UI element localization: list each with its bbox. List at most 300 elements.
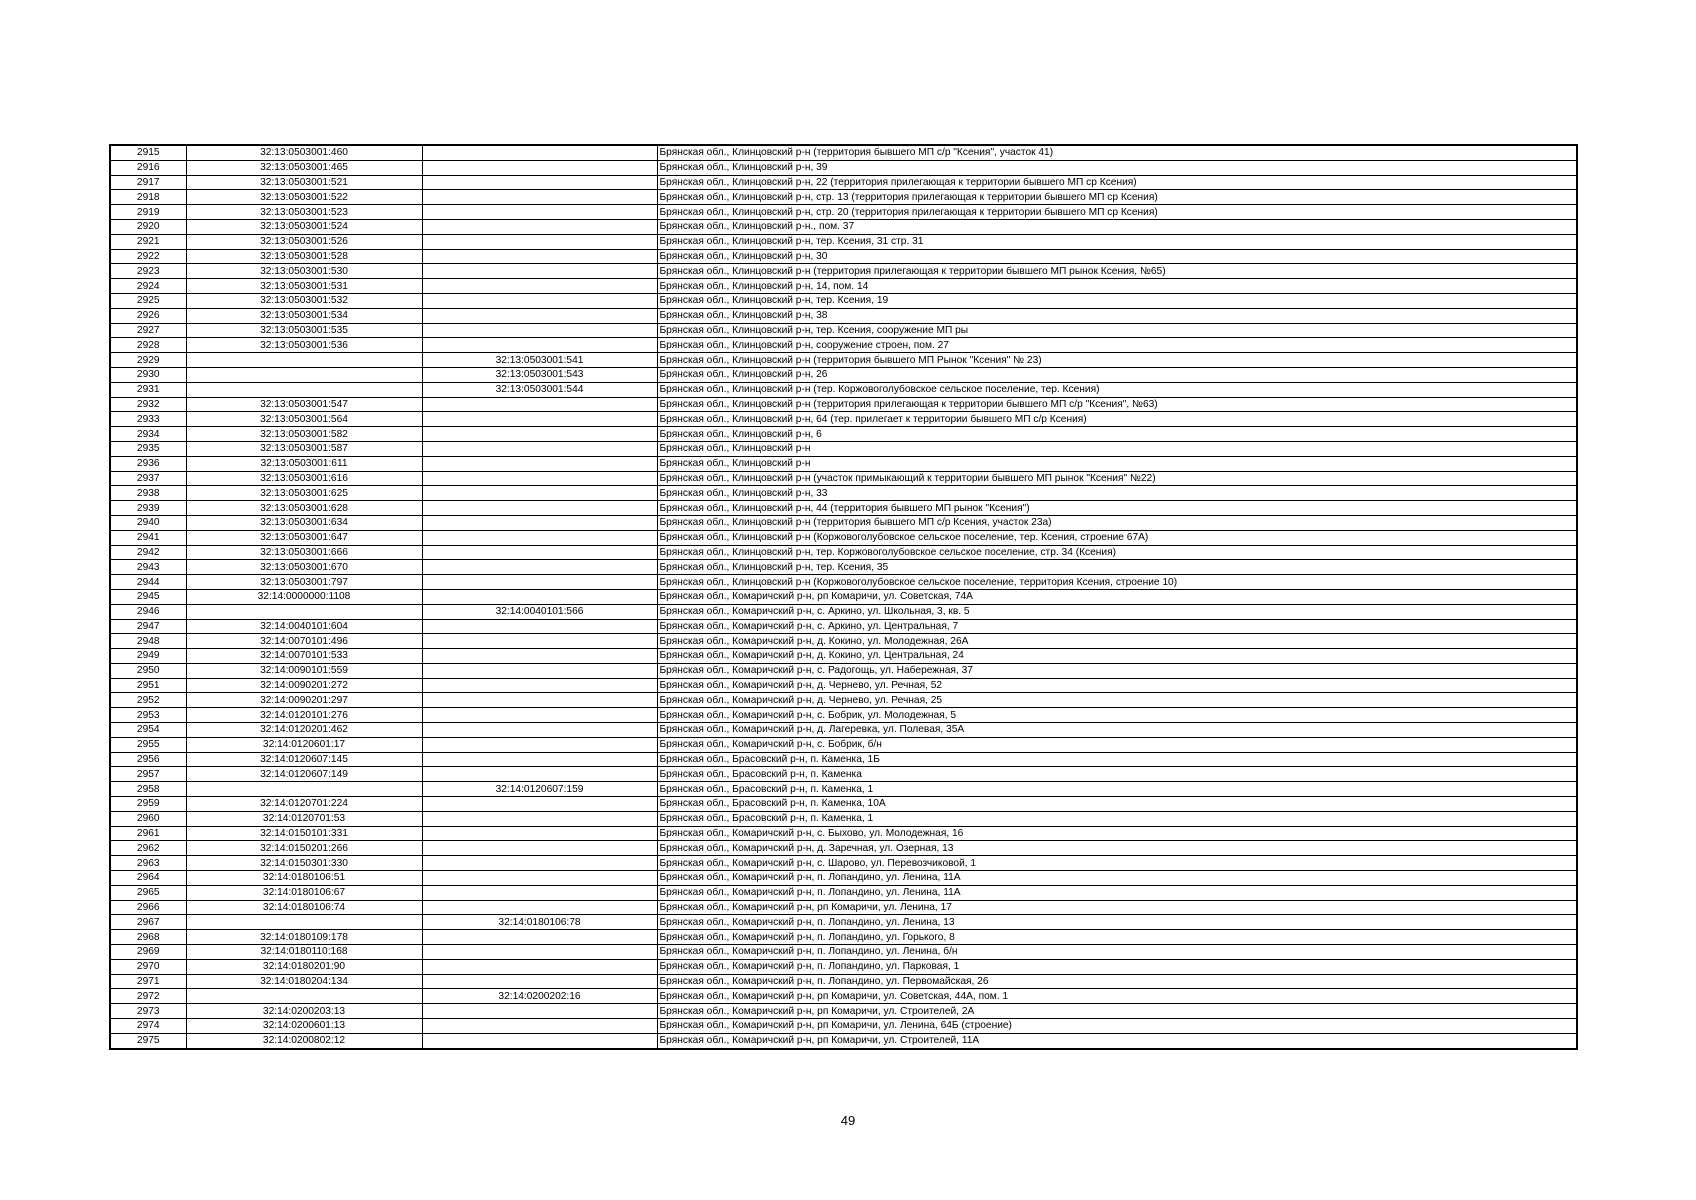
cadastral-number-cell xyxy=(186,367,422,382)
table-row xyxy=(110,323,1577,338)
cadastral-number-cell: 32:13:0503001:616 xyxy=(186,471,422,486)
cadastral-number-cell: 32:13:0503001:536 xyxy=(186,338,422,353)
cadastral-number-alt-cell: 32:13:0503001:541 xyxy=(422,353,657,368)
address-cell: Брянская обл., Брасовский р-н, п. Каменка, 1 xyxy=(657,782,1577,797)
row-number-cell: 2960 xyxy=(110,811,186,826)
table-row xyxy=(110,293,1577,308)
cadastral-number-cell: 32:14:0120701:224 xyxy=(186,797,422,812)
row-number-cell: 2948 xyxy=(110,634,186,649)
address-cell: Брянская обл., Комаричский р-н, с. Радогощь, ул. Набережная, 37 xyxy=(657,663,1577,678)
row-number-cell: 2955 xyxy=(110,737,186,752)
cadastral-number-alt-cell: 32:14:0040101:566 xyxy=(422,604,657,619)
cadastral-number-alt-cell xyxy=(422,530,657,545)
cadastral-number-alt-cell xyxy=(422,456,657,471)
cadastral-number-cell: 32:14:0070101:496 xyxy=(186,634,422,649)
cadastral-number-cell: 32:14:0150201:266 xyxy=(186,841,422,856)
row-number-cell: 2944 xyxy=(110,575,186,590)
cadastral-number-alt-cell xyxy=(422,145,657,160)
cadastral-number-cell: 32:14:0180106:51 xyxy=(186,871,422,886)
cadastral-number-alt-cell xyxy=(422,205,657,220)
address-cell: Брянская обл., Клинцовский р-н, 44 (территория бывшего МП рынок "Ксения") xyxy=(657,501,1577,516)
row-number-cell: 2957 xyxy=(110,767,186,782)
address-cell: Брянская обл., Клинцовский р-н (Коржовоголубовское сельское поселение, территория Ксения, строение 10) xyxy=(657,575,1577,590)
cadastral-number-alt-cell xyxy=(422,871,657,886)
cadastral-number-cell xyxy=(186,382,422,397)
address-cell: Брянская обл., Комаричский р-н, с. Быхово, ул. Молодежная, 16 xyxy=(657,826,1577,841)
cadastral-number-cell: 32:13:0503001:465 xyxy=(186,160,422,175)
table-row xyxy=(110,427,1577,442)
cadastral-number-alt-cell xyxy=(422,264,657,279)
row-number-cell: 2930 xyxy=(110,367,186,382)
cadastral-number-alt-cell xyxy=(422,1019,657,1034)
cadastral-number-alt-cell xyxy=(422,1033,657,1048)
cadastral-number-alt-cell xyxy=(422,589,657,604)
cadastral-number-alt-cell xyxy=(422,930,657,945)
cadastral-number-alt-cell xyxy=(422,338,657,353)
cadastral-number-cell: 32:13:0503001:530 xyxy=(186,264,422,279)
table-row xyxy=(110,1019,1577,1034)
cadastral-number-alt-cell xyxy=(422,323,657,338)
table-row xyxy=(110,397,1577,412)
row-number-cell: 2923 xyxy=(110,264,186,279)
row-number-cell: 2925 xyxy=(110,293,186,308)
table-row xyxy=(110,708,1577,723)
cadastral-number-alt-cell xyxy=(422,293,657,308)
table-row xyxy=(110,619,1577,634)
cadastral-number-alt-cell xyxy=(422,678,657,693)
address-cell: Брянская обл., Комаричский р-н, п. Лопандино, ул. Ленина, 11А xyxy=(657,885,1577,900)
row-number-cell: 2958 xyxy=(110,782,186,797)
table-row xyxy=(110,826,1577,841)
table-row xyxy=(110,885,1577,900)
cadastral-number-cell: 32:14:0150301:330 xyxy=(186,856,422,871)
cadastral-number-alt-cell xyxy=(422,708,657,723)
cadastral-number-cell: 32:14:0180204:134 xyxy=(186,974,422,989)
address-cell: Брянская обл., Комаричский р-н, рп Комаричи, ул. Строителей, 2А xyxy=(657,1004,1577,1019)
cadastral-number-alt-cell xyxy=(422,1004,657,1019)
row-number-cell: 2935 xyxy=(110,441,186,456)
table-row xyxy=(110,145,1577,160)
row-number-cell: 2929 xyxy=(110,353,186,368)
cadastral-number-alt-cell xyxy=(422,885,657,900)
cadastral-number-cell: 32:13:0503001:526 xyxy=(186,234,422,249)
cadastral-number-alt-cell xyxy=(422,723,657,738)
table-row xyxy=(110,959,1577,974)
cadastral-number-cell: 32:13:0503001:564 xyxy=(186,412,422,427)
table-row xyxy=(110,264,1577,279)
cadastral-number-alt-cell xyxy=(422,501,657,516)
cadastral-number-cell: 32:13:0503001:460 xyxy=(186,145,422,160)
address-cell: Брянская обл., Клинцовский р-н, 22 (территория прилегающая к территории бывшего МП ср Ксения) xyxy=(657,175,1577,190)
cadastral-number-cell: 32:13:0503001:587 xyxy=(186,441,422,456)
address-cell: Брянская обл., Комаричский р-н, рп Комаричи, ул. Строителей, 11А xyxy=(657,1033,1577,1048)
cadastral-number-cell: 32:13:0503001:522 xyxy=(186,190,422,205)
row-number-cell: 2953 xyxy=(110,708,186,723)
address-cell: Брянская обл., Комаричский р-н, п. Лопандино, ул. Парковая, 1 xyxy=(657,959,1577,974)
row-number-cell: 2927 xyxy=(110,323,186,338)
cadastral-number-alt-cell xyxy=(422,752,657,767)
table-row xyxy=(110,930,1577,945)
address-cell: Брянская обл., Клинцовский р-н (Коржовоголубовское сельское поселение, тер. Ксения, строение 67А) xyxy=(657,530,1577,545)
address-cell: Брянская обл., Клинцовский р-н, тер. Ксения, 19 xyxy=(657,293,1577,308)
row-number-cell: 2921 xyxy=(110,234,186,249)
cadastral-number-cell: 32:13:0503001:628 xyxy=(186,501,422,516)
cadastral-number-alt-cell xyxy=(422,234,657,249)
cadastral-number-alt-cell xyxy=(422,427,657,442)
table-row xyxy=(110,1004,1577,1019)
table-row xyxy=(110,782,1577,797)
cadastral-number-cell: 32:14:0200203:13 xyxy=(186,1004,422,1019)
cadastral-number-alt-cell xyxy=(422,693,657,708)
table-row xyxy=(110,871,1577,886)
row-number-cell: 2940 xyxy=(110,515,186,530)
table-row xyxy=(110,353,1577,368)
cadastral-number-cell: 32:13:0503001:521 xyxy=(186,175,422,190)
table-row xyxy=(110,471,1577,486)
cadastral-number-cell: 32:14:0180201:90 xyxy=(186,959,422,974)
row-number-cell: 2975 xyxy=(110,1033,186,1048)
cadastral-number-cell: 32:14:0120701:53 xyxy=(186,811,422,826)
cadastral-number-alt-cell xyxy=(422,797,657,812)
row-number-cell: 2966 xyxy=(110,900,186,915)
cadastral-number-cell: 32:14:0180110:168 xyxy=(186,945,422,960)
address-cell: Брянская обл., Комаричский р-н, с. Бобрик, ул. Молодежная, 5 xyxy=(657,708,1577,723)
address-cell: Брянская обл., Комаричский р-н, рп Комаричи, ул. Ленина, 17 xyxy=(657,900,1577,915)
address-cell: Брянская обл., Клинцовский р-н (территория прилегающая к территории бывшего МП рынок Ксения, №65) xyxy=(657,264,1577,279)
table-row xyxy=(110,989,1577,1004)
page-number: 49 xyxy=(840,1113,856,1128)
cadastral-number-cell xyxy=(186,782,422,797)
table-row xyxy=(110,279,1577,294)
address-cell: Брянская обл., Брасовский р-н, п. Каменка, 1Б xyxy=(657,752,1577,767)
cadastral-number-cell: 32:13:0503001:611 xyxy=(186,456,422,471)
address-cell: Брянская обл., Клинцовский р-н (территория бывшего МП с/р Ксения, участок 23а) xyxy=(657,515,1577,530)
table-row xyxy=(110,486,1577,501)
address-cell: Брянская обл., Клинцовский р-н xyxy=(657,441,1577,456)
cadastral-number-alt-cell xyxy=(422,308,657,323)
address-cell: Брянская обл., Комаричский р-н, д. Кокино, ул. Центральная, 24 xyxy=(657,649,1577,664)
cadastral-number-cell: 32:13:0503001:524 xyxy=(186,219,422,234)
row-number-cell: 2945 xyxy=(110,589,186,604)
row-number-cell: 2954 xyxy=(110,723,186,738)
cadastral-number-cell: 32:13:0503001:528 xyxy=(186,249,422,264)
cadastral-number-alt-cell: 32:14:0200202:16 xyxy=(422,989,657,1004)
table-row xyxy=(110,604,1577,619)
row-number-cell: 2931 xyxy=(110,382,186,397)
address-cell: Брянская обл., Комаричский р-н, д. Заречная, ул. Озерная, 13 xyxy=(657,841,1577,856)
cadastral-number-cell: 32:14:0090201:297 xyxy=(186,693,422,708)
cadastral-number-cell: 32:13:0503001:666 xyxy=(186,545,422,560)
cadastral-number-alt-cell xyxy=(422,634,657,649)
cadastral-number-cell: 32:13:0503001:535 xyxy=(186,323,422,338)
address-cell: Брянская обл., Комаричский р-н, с. Аркино, ул. Школьная, 3, кв. 5 xyxy=(657,604,1577,619)
cadastral-number-cell: 32:14:0120101:276 xyxy=(186,708,422,723)
row-number-cell: 2963 xyxy=(110,856,186,871)
row-number-cell: 2916 xyxy=(110,160,186,175)
address-cell: Брянская обл., Комаричский р-н, с. Шарово, ул. Перевозчиковой, 1 xyxy=(657,856,1577,871)
table-row xyxy=(110,974,1577,989)
table-row xyxy=(110,367,1577,382)
row-number-cell: 2952 xyxy=(110,693,186,708)
table-row xyxy=(110,338,1577,353)
row-number-cell: 2970 xyxy=(110,959,186,974)
address-cell: Брянская обл., Комаричский р-н, п. Лопандино, ул. Горького, 8 xyxy=(657,930,1577,945)
table-row xyxy=(110,560,1577,575)
cadastral-number-cell xyxy=(186,604,422,619)
table-row xyxy=(110,530,1577,545)
address-cell: Брянская обл., Комаричский р-н, п. Лопандино, ул. Ленина, 11А xyxy=(657,871,1577,886)
cadastral-number-alt-cell xyxy=(422,900,657,915)
cadastral-number-alt-cell: 32:14:0120607:159 xyxy=(422,782,657,797)
cadastral-number-cell: 32:13:0503001:670 xyxy=(186,560,422,575)
table-row xyxy=(110,797,1577,812)
cadastral-number-cell: 32:14:0200802:12 xyxy=(186,1033,422,1048)
cadastral-number-cell: 32:14:0070101:533 xyxy=(186,649,422,664)
cadastral-number-cell: 32:14:0180106:67 xyxy=(186,885,422,900)
row-number-cell: 2959 xyxy=(110,797,186,812)
row-number-cell: 2928 xyxy=(110,338,186,353)
row-number-cell: 2941 xyxy=(110,530,186,545)
table-row xyxy=(110,308,1577,323)
address-cell: Брянская обл., Комаричский р-н, п. Лопандино, ул. Ленина, 13 xyxy=(657,915,1577,930)
cadastral-number-alt-cell xyxy=(422,190,657,205)
cadastral-number-cell: 32:13:0503001:547 xyxy=(186,397,422,412)
cadastral-number-alt-cell xyxy=(422,160,657,175)
row-number-cell: 2950 xyxy=(110,663,186,678)
address-cell: Брянская обл., Клинцовский р-н, тер. Ксения, 35 xyxy=(657,560,1577,575)
address-cell: Брянская обл., Клинцовский р-н, сооружение строен, пом. 27 xyxy=(657,338,1577,353)
cadastral-number-cell: 32:14:0090101:559 xyxy=(186,663,422,678)
cadastral-number-cell: 32:13:0503001:647 xyxy=(186,530,422,545)
table-row xyxy=(110,945,1577,960)
cadastral-number-alt-cell: 32:13:0503001:544 xyxy=(422,382,657,397)
address-cell: Брянская обл., Клинцовский р-н (участок примыкающий к территории бывшего МП рынок "Ксения" №22) xyxy=(657,471,1577,486)
address-cell: Брянская обл., Комаричский р-н, д. Кокино, ул. Молодежная, 26А xyxy=(657,634,1577,649)
row-number-cell: 2917 xyxy=(110,175,186,190)
cadastral-number-cell: 32:14:0120201:462 xyxy=(186,723,422,738)
table-row xyxy=(110,723,1577,738)
table-row xyxy=(110,441,1577,456)
row-number-cell: 2949 xyxy=(110,649,186,664)
address-cell: Брянская обл., Клинцовский р-н, тер. Ксения, 31 стр. 31 xyxy=(657,234,1577,249)
table-row xyxy=(110,900,1577,915)
cadastral-number-cell: 32:13:0503001:532 xyxy=(186,293,422,308)
table-row xyxy=(110,856,1577,871)
cadastral-number-cell: 32:13:0503001:531 xyxy=(186,279,422,294)
row-number-cell: 2933 xyxy=(110,412,186,427)
address-cell: Брянская обл., Брасовский р-н, п. Каменка, 1 xyxy=(657,811,1577,826)
address-cell: Брянская обл., Клинцовский р-н, стр. 20 (территория прилегающая к территории бывшего МП ср Ксения) xyxy=(657,205,1577,220)
table-row xyxy=(110,382,1577,397)
cadastral-number-cell: 32:14:0120607:149 xyxy=(186,767,422,782)
cadastral-number-cell: 32:13:0503001:523 xyxy=(186,205,422,220)
cadastral-number-alt-cell xyxy=(422,856,657,871)
cadastral-number-cell xyxy=(186,353,422,368)
address-cell: Брянская обл., Комаричский р-н, с. Бобрик, б/н xyxy=(657,737,1577,752)
address-cell: Брянская обл., Комаричский р-н, рп Комаричи, ул. Ленина, 64Б (строение) xyxy=(657,1019,1577,1034)
cadastral-number-alt-cell xyxy=(422,841,657,856)
table-row xyxy=(110,205,1577,220)
address-cell: Брянская обл., Клинцовский р-н (территория бывшего МП Рынок "Ксения" № 23) xyxy=(657,353,1577,368)
row-number-cell: 2934 xyxy=(110,427,186,442)
address-cell: Брянская обл., Комаричский р-н, с. Аркино, ул. Центральная, 7 xyxy=(657,619,1577,634)
cadastral-number-cell: 32:13:0503001:625 xyxy=(186,486,422,501)
row-number-cell: 2968 xyxy=(110,930,186,945)
cadastral-number-alt-cell xyxy=(422,515,657,530)
cadastral-number-cell: 32:13:0503001:582 xyxy=(186,427,422,442)
row-number-cell: 2924 xyxy=(110,279,186,294)
row-number-cell: 2919 xyxy=(110,205,186,220)
cadastral-number-alt-cell xyxy=(422,974,657,989)
table-row xyxy=(110,545,1577,560)
cadastral-number-alt-cell xyxy=(422,737,657,752)
address-cell: Брянская обл., Комаричский р-н, п. Лопандино, ул. Первомайская, 26 xyxy=(657,974,1577,989)
cadastral-number-cell: 32:14:0090201:272 xyxy=(186,678,422,693)
address-cell: Брянская обл., Комаричский р-н, рп Комаричи, ул. Советская, 74А xyxy=(657,589,1577,604)
cadastral-number-cell: 32:14:0200601:13 xyxy=(186,1019,422,1034)
cadastral-number-alt-cell xyxy=(422,945,657,960)
address-cell: Брянская обл., Комаричский р-н, рп Комаричи, ул. Советская, 44А, пом. 1 xyxy=(657,989,1577,1004)
cadastral-number-alt-cell xyxy=(422,811,657,826)
row-number-cell: 2964 xyxy=(110,871,186,886)
cadastral-number-cell: 32:14:0120607:145 xyxy=(186,752,422,767)
table-row xyxy=(110,678,1577,693)
address-cell: Брянская обл., Клинцовский р-н xyxy=(657,456,1577,471)
address-cell: Брянская обл., Клинцовский р-н, 39 xyxy=(657,160,1577,175)
cadastral-number-cell: 32:14:0000000:1108 xyxy=(186,589,422,604)
address-cell: Брянская обл., Клинцовский р-н, 6 xyxy=(657,427,1577,442)
row-number-cell: 2967 xyxy=(110,915,186,930)
table-row xyxy=(110,589,1577,604)
address-cell: Брянская обл., Клинцовский р-н., пом. 37 xyxy=(657,219,1577,234)
table-row xyxy=(110,501,1577,516)
table-row xyxy=(110,811,1577,826)
address-cell: Брянская обл., Клинцовский р-н, тер. Ксения, сооружение МП ры xyxy=(657,323,1577,338)
row-number-cell: 2946 xyxy=(110,604,186,619)
table-row xyxy=(110,249,1577,264)
table-row xyxy=(110,190,1577,205)
table-row xyxy=(110,219,1577,234)
address-cell: Брянская обл., Клинцовский р-н, 26 xyxy=(657,367,1577,382)
table-row xyxy=(110,575,1577,590)
cadastral-number-alt-cell xyxy=(422,249,657,264)
cadastral-number-alt-cell xyxy=(422,545,657,560)
cadastral-number-cell: 32:14:0040101:604 xyxy=(186,619,422,634)
address-cell: Брянская обл., Брасовский р-н, п. Каменка xyxy=(657,767,1577,782)
cadastral-number-alt-cell xyxy=(422,279,657,294)
row-number-cell: 2947 xyxy=(110,619,186,634)
address-cell: Брянская обл., Комаричский р-н, д. Лагеревка, ул. Полевая, 35А xyxy=(657,723,1577,738)
cadastral-number-alt-cell xyxy=(422,959,657,974)
table-row xyxy=(110,412,1577,427)
row-number-cell: 2973 xyxy=(110,1004,186,1019)
address-cell: Брянская обл., Клинцовский р-н (тер. Коржовоголубовское сельское поселение, тер. Ксения) xyxy=(657,382,1577,397)
address-cell: Брянская обл., Клинцовский р-н, 30 xyxy=(657,249,1577,264)
row-number-cell: 2943 xyxy=(110,560,186,575)
address-cell: Брянская обл., Клинцовский р-н (территория прилегающая к территории бывшего МП с/р "Ксения", №63) xyxy=(657,397,1577,412)
row-number-cell: 2969 xyxy=(110,945,186,960)
registry-table-body xyxy=(110,145,1577,1049)
cadastral-number-alt-cell xyxy=(422,619,657,634)
address-cell: Брянская обл., Клинцовский р-н, 64 (тер. прилегает к территории бывшего МП с/р Ксения) xyxy=(657,412,1577,427)
row-number-cell: 2938 xyxy=(110,486,186,501)
address-cell: Брянская обл., Клинцовский р-н, стр. 13 (территория прилегающая к территории бывшего МП ср Ксения) xyxy=(657,190,1577,205)
address-cell: Брянская обл., Брасовский р-н, п. Каменка, 10А xyxy=(657,797,1577,812)
cadastral-number-alt-cell xyxy=(422,412,657,427)
cadastral-number-alt-cell xyxy=(422,663,657,678)
address-cell: Брянская обл., Комаричский р-н, д. Чернево, ул. Речная, 52 xyxy=(657,678,1577,693)
cadastral-number-cell: 32:14:0180109:178 xyxy=(186,930,422,945)
cadastral-number-alt-cell xyxy=(422,441,657,456)
table-row xyxy=(110,456,1577,471)
table-row xyxy=(110,915,1577,930)
table-row xyxy=(110,1033,1577,1048)
cadastral-number-cell: 32:13:0503001:797 xyxy=(186,575,422,590)
table-row xyxy=(110,175,1577,190)
row-number-cell: 2962 xyxy=(110,841,186,856)
row-number-cell: 2956 xyxy=(110,752,186,767)
address-cell: Брянская обл., Клинцовский р-н, тер. Коржовоголубовское сельское поселение, стр. 34 (Ксения) xyxy=(657,545,1577,560)
cadastral-number-alt-cell xyxy=(422,486,657,501)
row-number-cell: 2942 xyxy=(110,545,186,560)
cadastral-number-alt-cell xyxy=(422,575,657,590)
row-number-cell: 2971 xyxy=(110,974,186,989)
row-number-cell: 2965 xyxy=(110,885,186,900)
table-row xyxy=(110,649,1577,664)
cadastral-number-cell: 32:14:0180106:74 xyxy=(186,900,422,915)
table-row xyxy=(110,663,1577,678)
row-number-cell: 2972 xyxy=(110,989,186,1004)
row-number-cell: 2939 xyxy=(110,501,186,516)
row-number-cell: 2926 xyxy=(110,308,186,323)
address-cell: Брянская обл., Клинцовский р-н, 14, пом. 14 xyxy=(657,279,1577,294)
cadastral-number-cell: 32:13:0503001:534 xyxy=(186,308,422,323)
table-row xyxy=(110,693,1577,708)
table-row xyxy=(110,515,1577,530)
table-row xyxy=(110,767,1577,782)
cadastral-number-alt-cell: 32:13:0503001:543 xyxy=(422,367,657,382)
cadastral-number-alt-cell xyxy=(422,649,657,664)
registry-table xyxy=(109,144,1578,1050)
row-number-cell: 2920 xyxy=(110,219,186,234)
cadastral-number-alt-cell xyxy=(422,471,657,486)
cadastral-number-alt-cell xyxy=(422,826,657,841)
table-row xyxy=(110,234,1577,249)
row-number-cell: 2951 xyxy=(110,678,186,693)
cadastral-number-cell xyxy=(186,989,422,1004)
table-row xyxy=(110,737,1577,752)
cadastral-number-cell xyxy=(186,915,422,930)
row-number-cell: 2918 xyxy=(110,190,186,205)
cadastral-number-alt-cell xyxy=(422,175,657,190)
address-cell: Брянская обл., Комаричский р-н, п. Лопандино, ул. Ленина, б/н xyxy=(657,945,1577,960)
table-row xyxy=(110,634,1577,649)
row-number-cell: 2961 xyxy=(110,826,186,841)
address-cell: Брянская обл., Клинцовский р-н (территория бывшего МП с/р "Ксения", участок 41) xyxy=(657,145,1577,160)
table-row xyxy=(110,841,1577,856)
cadastral-number-alt-cell xyxy=(422,397,657,412)
row-number-cell: 2936 xyxy=(110,456,186,471)
address-cell: Брянская обл., Клинцовский р-н, 33 xyxy=(657,486,1577,501)
address-cell: Брянская обл., Клинцовский р-н, 38 xyxy=(657,308,1577,323)
row-number-cell: 2915 xyxy=(110,145,186,160)
table-row xyxy=(110,160,1577,175)
cadastral-number-alt-cell xyxy=(422,767,657,782)
row-number-cell: 2922 xyxy=(110,249,186,264)
cadastral-number-alt-cell xyxy=(422,219,657,234)
cadastral-number-alt-cell xyxy=(422,560,657,575)
table-row xyxy=(110,752,1577,767)
